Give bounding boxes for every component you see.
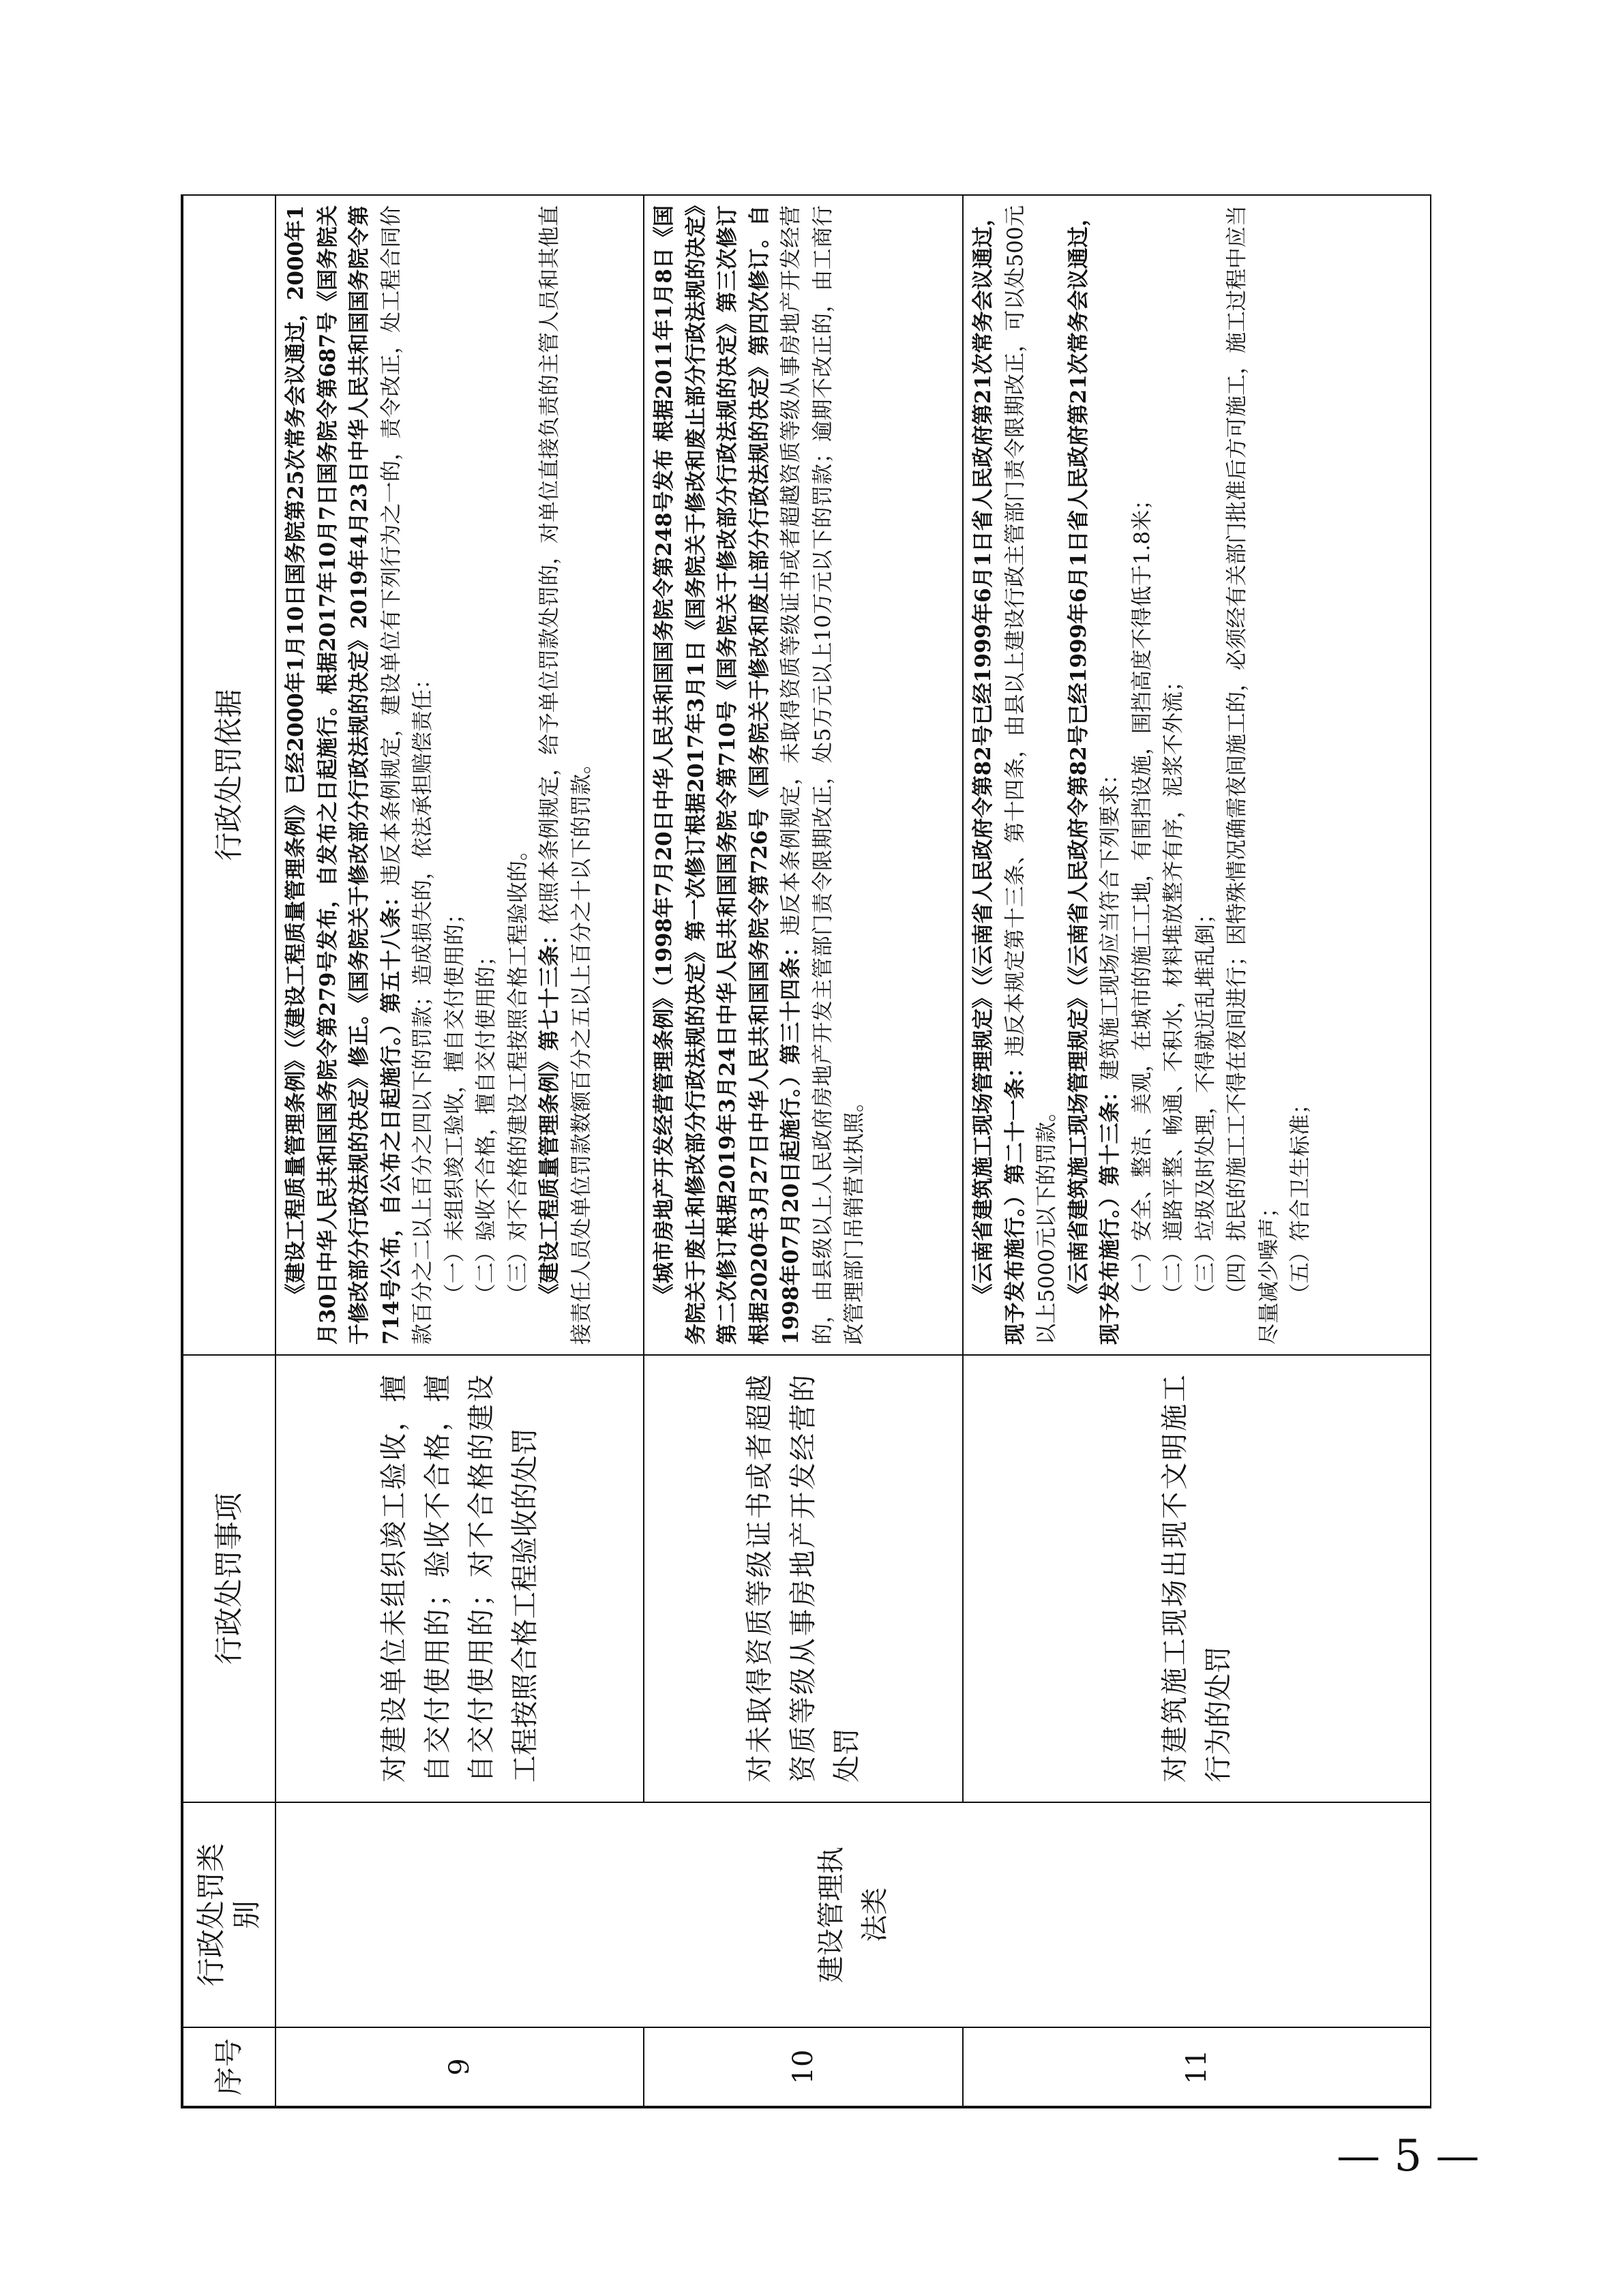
basis-bold-lead: 《城市房地产开发经营管理条例》（1998年7月20日中华人民共和国国务院令第248号发布 根据2011年1月8日《国务院关于废止和修改部分行政法规的决定》第一次修订根据2017年3月1日《国务院关于修改和废止部分行政法规的决定》第二次修订根据2019年3月24日中华人民共和国国务院令第710号《国务院关于修改部分行政法规的决定》第三次修订根据2020年3月27日中华人民共和国国务院令第726号《国务院关于修改和废止部分行政法规的决定》第四次修订。自1998年07月20日起施行。）第三十四条： [652, 205, 803, 1345]
row-number: 11 [963, 2027, 1431, 2106]
basis-paragraph [1063, 205, 1127, 1345]
rotated-table-content [182, 196, 1430, 2107]
table-row [276, 195, 644, 2106]
basis-cell [644, 195, 963, 1355]
basis-text [280, 205, 597, 1345]
basis-paragraph [649, 205, 871, 1345]
basis-text-span: （二）验收不合格，擅自交付使用的； [474, 945, 498, 1305]
basis-text-span: （三）垃圾及时处理，不得就近乱堆乱倒； [1193, 903, 1218, 1305]
basis-paragraph [503, 205, 535, 1345]
basis-paragraph [1190, 205, 1222, 1345]
category-label: 建设管理执法类 [816, 1847, 891, 1983]
header-basis: 行政处罚依据 [183, 195, 276, 1355]
basis-text-span: （三）对不合格的建设工程按照合格工程验收的。 [505, 839, 531, 1305]
basis-paragraph [280, 205, 439, 1345]
basis-text-span: （一）安全、整洁、美观，在城市的施工工地，有围挡设施，围挡高度不得低于1.8米； [1129, 488, 1155, 1305]
basis-text-span: （四）扰民的施工工不得在夜间进行；因特殊情况确需夜间施工的，必须经有关部门批准后方可施工，施工过程中应当尽量减少噪声； [1225, 205, 1281, 1345]
basis-paragraph [471, 205, 503, 1345]
basis-bold-lead: 《建设工程质量管理条例》（《建设工程质量管理条例》已经2000年1月10日国务院第25次常务会议通过，2000年1月30日中华人民共和国国务院令第279号发布，自发布之日起施行。根据2017年10月7日国务院令第687号《国务院关于修改部分行政法规的决定》修正。《国务院关于修改部分行政法规的决定》2019年4月23日中华人民共和国国务院令第714号公布，自公布之日起施行。）第五十八条： [284, 205, 404, 1345]
basis-text-span: 建筑施工现场应当符合下列要求： [1098, 763, 1122, 1081]
basis-text [968, 205, 1317, 1345]
penalty-table [182, 194, 1431, 2107]
basis-text-span: 违反本规定第十三条、第十四条，由县以上建设行政主管部门责令限期改正，可以处500元以上5000元以下的罚款。 [1002, 205, 1059, 1345]
header-item: 行政处罚事项 [183, 1355, 276, 1802]
basis-paragraph [1221, 205, 1285, 1345]
header-category: 行政处罚类别 [183, 1802, 276, 2027]
row-number: 9 [276, 2027, 644, 2106]
basis-text-span: （一）未组织竣工验收，擅自交付使用的； [442, 903, 467, 1305]
basis-paragraph [1127, 205, 1159, 1345]
basis-bold-lead: 《建设工程质量管理条例》第七十三条： [537, 924, 562, 1305]
item-cell: 对建筑施工现场出现不文明施工行为的处罚 [963, 1355, 1431, 1802]
item-cell: 对建设单位未组织竣工验收，擅自交付使用的；验收不合格，擅自交付使用的；对不合格的建设工程按照合格工程验收的处罚 [276, 1355, 644, 1802]
header-row [183, 195, 276, 2106]
basis-paragraph [1158, 205, 1190, 1345]
item-cell: 对未取得资质等级证书或者超越资质等级从事房地产开发经营的处罚 [644, 1355, 963, 1802]
basis-text-span: 违反本条例规定，建设单位有下列行为之一的，责令改正，处工程合同价款百分之二以上百分之四以下的罚款；造成损失的，依法承担赔偿责任： [378, 205, 435, 1345]
basis-bold-lead: 《云南省建筑施工现场管理规定》（《云南省人民政府令第82号已经1999年6月1日省人民政府第21次常务会议通过，现予发布施行。）第二十一条： [971, 205, 1028, 1345]
basis-paragraph [534, 205, 597, 1345]
basis-cell [276, 195, 644, 1355]
basis-text-span: 依照本条例规定，给予单位罚款处罚的，对单位直接负责的主管人员和其他直接责任人员处单位罚款数额百分之五以上百分之十以下的罚款。 [537, 205, 594, 1345]
basis-paragraph [1285, 205, 1317, 1345]
rotated-table-frame [181, 194, 1431, 2108]
header-no: 序号 [183, 2027, 276, 2106]
category-cell [276, 1802, 1431, 2027]
row-number: 10 [644, 2027, 963, 2106]
basis-text-span: （二）道路平整、畅通、不积水，材料堆放整齐有序，泥浆不外流； [1161, 670, 1186, 1305]
basis-paragraph [439, 205, 471, 1345]
basis-text [649, 205, 871, 1345]
basis-bold-lead: 《云南省建筑施工现场管理规定》（《云南省人民政府令第82号已经1999年6月1日省人民政府第21次常务会议通过，现予发布施行。）第十三条： [1066, 205, 1122, 1345]
page-number: — 5 — [1337, 2131, 1480, 2181]
basis-text-span: 违反本条例规定，未取得资质等级证书或者超越资质等级从事房地产开发经营的，由县级以上人民政府房地产开发主管部门责令限期改正，处5万元以上10万元以下的罚款；逾期不改正的，由工商行政管理部门吊销营业执照。 [779, 205, 867, 1345]
basis-cell [963, 195, 1431, 1355]
basis-text-span: （五）符合卫生标准； [1288, 1093, 1313, 1305]
basis-paragraph [968, 205, 1063, 1345]
